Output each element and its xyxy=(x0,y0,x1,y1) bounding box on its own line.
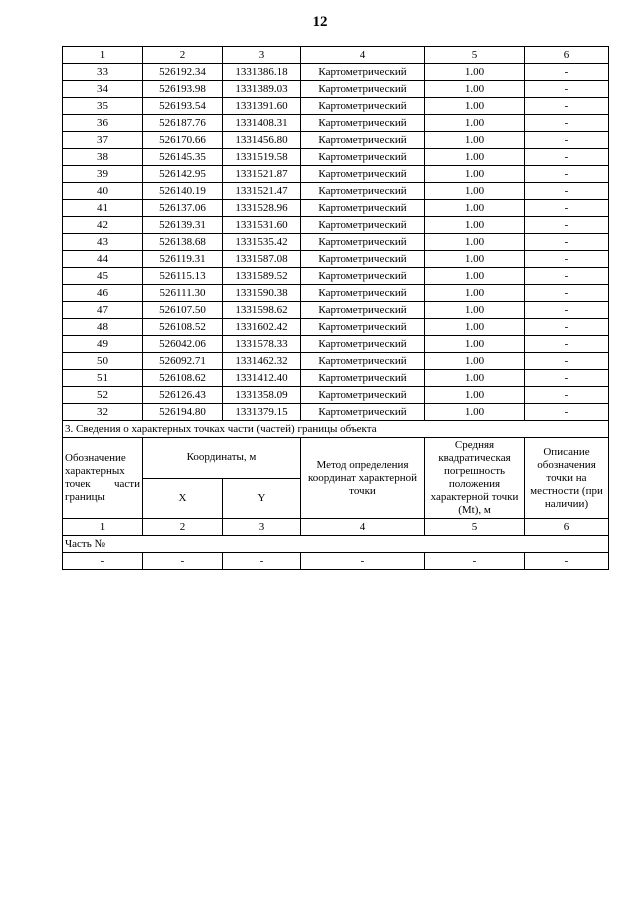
description-cell: - xyxy=(525,353,609,370)
point-number-cell: 50 xyxy=(63,353,143,370)
point-row xyxy=(63,234,609,251)
x-coordinate-cell: 526193.54 xyxy=(143,98,223,115)
method-cell: Картометрический xyxy=(301,149,425,166)
description-cell: - xyxy=(525,370,609,387)
description-cell: - xyxy=(525,149,609,166)
description-cell: - xyxy=(525,81,609,98)
point-row xyxy=(63,200,609,217)
method-cell: Картометрический xyxy=(301,319,425,336)
description-cell: - xyxy=(525,200,609,217)
method-cell: Картометрический xyxy=(301,115,425,132)
point-row xyxy=(63,387,609,404)
method-cell: Картометрический xyxy=(301,353,425,370)
section-title-row xyxy=(63,421,609,438)
point-row xyxy=(63,98,609,115)
point-row xyxy=(63,370,609,387)
empty-cell: - xyxy=(223,553,301,570)
description-cell: - xyxy=(525,183,609,200)
y-coordinate-cell: 1331589.52 xyxy=(223,268,301,285)
point-number-cell: 37 xyxy=(63,132,143,149)
mt-cell: 1.00 xyxy=(425,336,525,353)
mt-cell: 1.00 xyxy=(425,64,525,81)
y-coordinate-cell: 1331528.96 xyxy=(223,200,301,217)
point-row xyxy=(63,132,609,149)
description-cell: - xyxy=(525,387,609,404)
x-coordinate-cell: 526115.13 xyxy=(143,268,223,285)
y-coordinate-cell: 1331462.32 xyxy=(223,353,301,370)
point-number-cell: 52 xyxy=(63,387,143,404)
description-cell: - xyxy=(525,98,609,115)
x-coordinate-cell: 526108.52 xyxy=(143,319,223,336)
mt-cell: 1.00 xyxy=(425,200,525,217)
x-coordinate-cell: 526139.31 xyxy=(143,217,223,234)
description-cell: - xyxy=(525,285,609,302)
mt-cell: 1.00 xyxy=(425,353,525,370)
y-coordinate-cell: 1331386.18 xyxy=(223,64,301,81)
point-row xyxy=(63,217,609,234)
point-number-cell: 38 xyxy=(63,149,143,166)
method-cell: Картометрический xyxy=(301,387,425,404)
point-row xyxy=(63,302,609,319)
point-number-cell: 51 xyxy=(63,370,143,387)
y-coordinate-cell: 1331519.58 xyxy=(223,149,301,166)
x-coordinate-cell: 526194.80 xyxy=(143,404,223,421)
section-title: 3. Сведения о характерных точках части (частей) границы объекта xyxy=(63,421,609,438)
mt-cell: 1.00 xyxy=(425,319,525,336)
empty-cell: - xyxy=(63,553,143,570)
header-method: Метод определения координат характерной точки xyxy=(301,438,425,519)
empty-cell: - xyxy=(425,553,525,570)
description-cell: - xyxy=(525,234,609,251)
description-cell: - xyxy=(525,336,609,353)
x-coordinate-cell: 526138.68 xyxy=(143,234,223,251)
point-row xyxy=(63,268,609,285)
x-coordinate-cell: 526187.76 xyxy=(143,115,223,132)
point-number-cell: 41 xyxy=(63,200,143,217)
part-label: Часть № xyxy=(63,536,609,553)
x-coordinate-cell: 526145.35 xyxy=(143,149,223,166)
method-cell: Картометрический xyxy=(301,285,425,302)
characteristic-points-table xyxy=(62,46,609,570)
y-coordinate-cell: 1331598.62 xyxy=(223,302,301,319)
point-row xyxy=(63,149,609,166)
description-cell: - xyxy=(525,251,609,268)
mt-cell: 1.00 xyxy=(425,149,525,166)
x-coordinate-cell: 526193.98 xyxy=(143,81,223,98)
x-coordinate-cell: 526142.95 xyxy=(143,166,223,183)
mt-cell: 1.00 xyxy=(425,268,525,285)
empty-cell: - xyxy=(301,553,425,570)
x-coordinate-cell: 526042.06 xyxy=(143,336,223,353)
method-cell: Картометрический xyxy=(301,183,425,200)
point-number-cell: 44 xyxy=(63,251,143,268)
point-number-cell: 32 xyxy=(63,404,143,421)
column-number: 1 xyxy=(63,519,143,536)
page-number: 12 xyxy=(312,14,328,30)
y-coordinate-cell: 1331531.60 xyxy=(223,217,301,234)
mt-cell: 1.00 xyxy=(425,132,525,149)
method-cell: Картометрический xyxy=(301,64,425,81)
mt-cell: 1.00 xyxy=(425,285,525,302)
header-mt: Средняя квадратическая погрешность положения характерной точки (Mt), м xyxy=(425,438,525,519)
column-number: 1 xyxy=(63,47,143,64)
y-coordinate-cell: 1331412.40 xyxy=(223,370,301,387)
header-y: Y xyxy=(223,478,301,519)
section-column-number-row xyxy=(63,519,609,536)
column-number: 3 xyxy=(223,47,301,64)
method-cell: Картометрический xyxy=(301,200,425,217)
point-row xyxy=(63,336,609,353)
x-coordinate-cell: 526107.50 xyxy=(143,302,223,319)
y-coordinate-cell: 1331602.42 xyxy=(223,319,301,336)
y-coordinate-cell: 1331578.33 xyxy=(223,336,301,353)
method-cell: Картометрический xyxy=(301,81,425,98)
y-coordinate-cell: 1331590.38 xyxy=(223,285,301,302)
point-row xyxy=(63,404,609,421)
method-cell: Картометрический xyxy=(301,404,425,421)
column-number: 5 xyxy=(425,47,525,64)
x-coordinate-cell: 526192.34 xyxy=(143,64,223,81)
column-number-row xyxy=(63,47,609,64)
y-coordinate-cell: 1331521.47 xyxy=(223,183,301,200)
point-row xyxy=(63,353,609,370)
mt-cell: 1.00 xyxy=(425,115,525,132)
point-number-cell: 48 xyxy=(63,319,143,336)
point-number-cell: 33 xyxy=(63,64,143,81)
point-row xyxy=(63,81,609,98)
method-cell: Картометрический xyxy=(301,166,425,183)
method-cell: Картометрический xyxy=(301,251,425,268)
header-description: Описание обозначения точки на местности (при наличии) xyxy=(525,438,609,519)
description-cell: - xyxy=(525,319,609,336)
header-designation: Обозначение характерных точек части границы xyxy=(63,438,143,519)
column-number: 6 xyxy=(525,47,609,64)
header-x: X xyxy=(143,478,223,519)
x-coordinate-cell: 526092.71 xyxy=(143,353,223,370)
point-number-cell: 35 xyxy=(63,98,143,115)
point-row xyxy=(63,251,609,268)
method-cell: Картометрический xyxy=(301,132,425,149)
column-number: 6 xyxy=(525,519,609,536)
part-label-row xyxy=(63,536,609,553)
point-number-cell: 42 xyxy=(63,217,143,234)
point-row xyxy=(63,115,609,132)
mt-cell: 1.00 xyxy=(425,251,525,268)
y-coordinate-cell: 1331358.09 xyxy=(223,387,301,404)
point-row xyxy=(63,183,609,200)
mt-cell: 1.00 xyxy=(425,81,525,98)
method-cell: Картометрический xyxy=(301,268,425,285)
description-cell: - xyxy=(525,115,609,132)
point-row xyxy=(63,285,609,302)
x-coordinate-cell: 526111.30 xyxy=(143,285,223,302)
mt-cell: 1.00 xyxy=(425,98,525,115)
description-cell: - xyxy=(525,217,609,234)
mt-cell: 1.00 xyxy=(425,387,525,404)
method-cell: Картометрический xyxy=(301,302,425,319)
mt-cell: 1.00 xyxy=(425,370,525,387)
point-number-cell: 46 xyxy=(63,285,143,302)
x-coordinate-cell: 526140.19 xyxy=(143,183,223,200)
method-cell: Картометрический xyxy=(301,370,425,387)
empty-cell: - xyxy=(525,553,609,570)
description-cell: - xyxy=(525,268,609,285)
point-row xyxy=(63,319,609,336)
column-number: 2 xyxy=(143,519,223,536)
point-number-cell: 43 xyxy=(63,234,143,251)
y-coordinate-cell: 1331389.03 xyxy=(223,81,301,98)
point-number-cell: 34 xyxy=(63,81,143,98)
x-coordinate-cell: 526170.66 xyxy=(143,132,223,149)
mt-cell: 1.00 xyxy=(425,166,525,183)
mt-cell: 1.00 xyxy=(425,302,525,319)
point-number-cell: 36 xyxy=(63,115,143,132)
x-coordinate-cell: 526108.62 xyxy=(143,370,223,387)
y-coordinate-cell: 1331408.31 xyxy=(223,115,301,132)
x-coordinate-cell: 526137.06 xyxy=(143,200,223,217)
y-coordinate-cell: 1331535.42 xyxy=(223,234,301,251)
method-cell: Картометрический xyxy=(301,336,425,353)
x-coordinate-cell: 526119.31 xyxy=(143,251,223,268)
y-coordinate-cell: 1331391.60 xyxy=(223,98,301,115)
description-cell: - xyxy=(525,64,609,81)
point-number-cell: 45 xyxy=(63,268,143,285)
point-row xyxy=(63,166,609,183)
column-number: 5 xyxy=(425,519,525,536)
description-cell: - xyxy=(525,132,609,149)
column-number: 3 xyxy=(223,519,301,536)
point-row xyxy=(63,64,609,81)
section-header-row xyxy=(63,438,609,479)
empty-cell: - xyxy=(143,553,223,570)
point-number-cell: 40 xyxy=(63,183,143,200)
y-coordinate-cell: 1331521.87 xyxy=(223,166,301,183)
mt-cell: 1.00 xyxy=(425,404,525,421)
method-cell: Картометрический xyxy=(301,98,425,115)
method-cell: Картометрический xyxy=(301,234,425,251)
method-cell: Картометрический xyxy=(301,217,425,234)
x-coordinate-cell: 526126.43 xyxy=(143,387,223,404)
point-number-cell: 47 xyxy=(63,302,143,319)
mt-cell: 1.00 xyxy=(425,234,525,251)
point-number-cell: 49 xyxy=(63,336,143,353)
mt-cell: 1.00 xyxy=(425,183,525,200)
empty-part-row xyxy=(63,553,609,570)
description-cell: - xyxy=(525,302,609,319)
column-number: 4 xyxy=(301,47,425,64)
mt-cell: 1.00 xyxy=(425,217,525,234)
column-number: 2 xyxy=(143,47,223,64)
header-coordinates: Координаты, м xyxy=(143,438,301,479)
y-coordinate-cell: 1331379.15 xyxy=(223,404,301,421)
y-coordinate-cell: 1331456.80 xyxy=(223,132,301,149)
column-number: 4 xyxy=(301,519,425,536)
description-cell: - xyxy=(525,166,609,183)
y-coordinate-cell: 1331587.08 xyxy=(223,251,301,268)
point-number-cell: 39 xyxy=(63,166,143,183)
description-cell: - xyxy=(525,404,609,421)
